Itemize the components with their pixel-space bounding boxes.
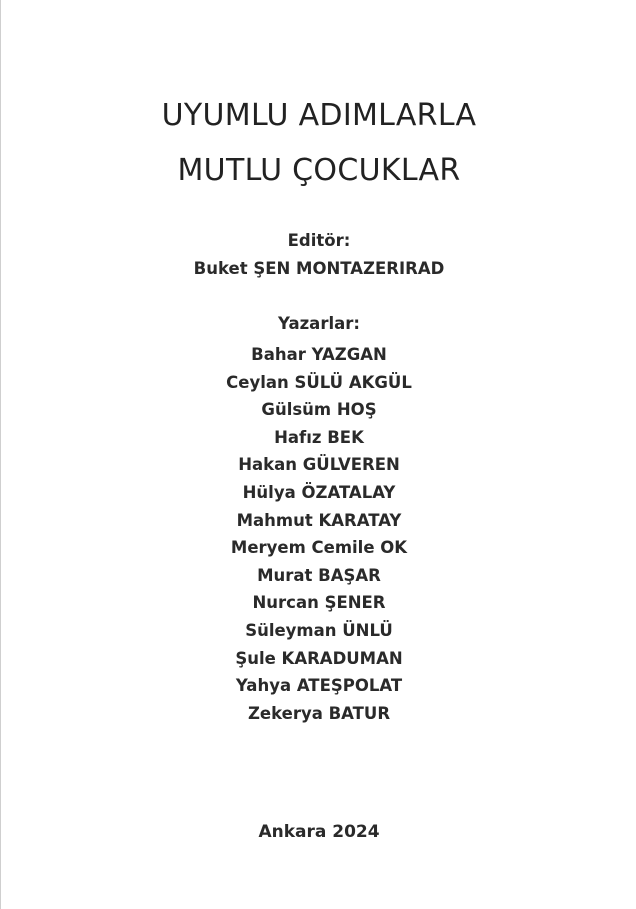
author-name: Nurcan ŞENER xyxy=(252,593,386,613)
author-name: Hülya ÖZATALAY xyxy=(242,482,396,502)
author-name: Murat BAŞAR xyxy=(257,565,381,585)
author-name: Meryem Cemile OK xyxy=(230,538,408,558)
publication-place-year: Ankara 2024 xyxy=(258,822,380,842)
author-name: Süleyman ÜNLÜ xyxy=(245,620,393,640)
author-name: Gülsüm HOŞ xyxy=(261,400,377,420)
author-name: Mahmut KARATAY xyxy=(236,510,402,530)
author-name: Bahar YAZGAN xyxy=(251,345,387,364)
author-name: Şule KARADUMAN xyxy=(235,648,403,668)
authors-list xyxy=(1,341,636,727)
author-name: Hakan GÜLVEREN xyxy=(238,455,400,475)
author-name: Hafız BEK xyxy=(274,427,364,447)
author-name: Ceylan SÜLÜ AKGÜL xyxy=(226,372,412,392)
editor-label: Editör: xyxy=(287,231,351,250)
author-name: Yahya ATEŞPOLAT xyxy=(235,676,403,696)
authors-label: Yazarlar: xyxy=(278,314,360,333)
book-title-line-2: MUTLU ÇOCUKLAR xyxy=(177,153,461,188)
author-name: Zekerya BATUR xyxy=(247,703,391,723)
book-title-line-1: UYUMLU ADIMLARLA xyxy=(161,98,477,133)
editor-name: Buket ŞEN MONTAZERIRAD xyxy=(193,259,445,278)
